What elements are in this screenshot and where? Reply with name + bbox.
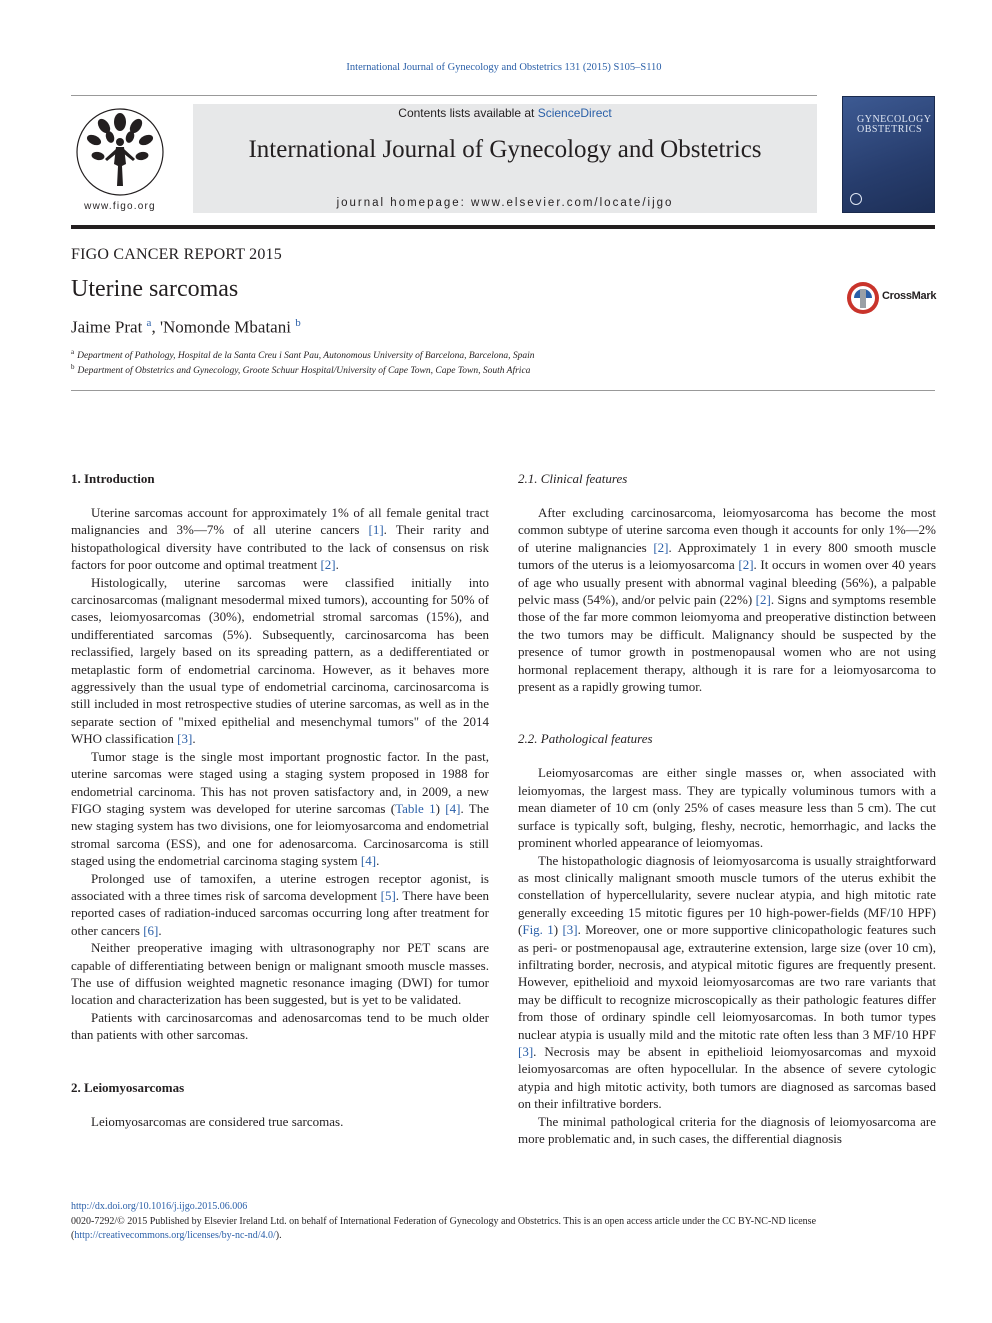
text: . Necrosis may be absent in epithelioid leiomyosarcomas and myxoid leiomyosarcomas are often hypocellular. In the absence of severe cytologic atypia and high mitotic activity, both tumors are diagnosed as sarcomas based on their infiltrative borders. bbox=[518, 1043, 936, 1112]
crossmark-button[interactable] bbox=[846, 280, 936, 316]
crossmark-icon bbox=[846, 280, 880, 316]
contents-prefix: Contents lists available at bbox=[398, 106, 538, 120]
contents-line bbox=[193, 106, 817, 120]
homepage-prefix: journal homepage: bbox=[336, 197, 472, 209]
affil-link-b[interactable]: b bbox=[295, 317, 301, 329]
affil-a-mark: a bbox=[71, 348, 75, 356]
section-label: FIGO CANCER REPORT 2015 bbox=[71, 246, 282, 263]
text: ) bbox=[553, 922, 563, 938]
header-rule bbox=[71, 95, 817, 96]
pathological-heading: 2.2. Pathological features bbox=[518, 731, 653, 747]
license-close: ). bbox=[275, 1230, 282, 1241]
left-column bbox=[71, 470, 489, 1130]
title-rule bbox=[71, 225, 935, 229]
intro-paragraph-2 bbox=[71, 574, 489, 748]
text: Uterine sarcomas account for approximately 1% of all female genital tract malignancies and 3%—7% of all uterine cancers bbox=[71, 505, 489, 538]
text: After excluding carcinosarcoma, leiomyosarcoma has become the most common subtype of uterine sarcoma even though it accounts for only 1%—2% of uterine malignancies bbox=[518, 505, 936, 555]
homepage-url[interactable]: www.elsevier.com/locate/ijgo bbox=[471, 197, 674, 209]
ref-link[interactable]: [1] bbox=[368, 522, 384, 538]
pathological-paragraph-1: Leiomyosarcomas are either single masses or, when associated with leiomyomas, the largest mass. They are typically voluminous tumors with a mean diameter of 10 cm (only 25% of cases measure less than 5 cm). The cut surface is typically soft, bulging, fleshy, necrotic, hemorrhagic, and lacks the prominent whorled appearance of leiomyomas. bbox=[518, 765, 936, 851]
affiliation-rule bbox=[71, 390, 935, 391]
intro-paragraph-3 bbox=[71, 748, 489, 870]
affiliation-b bbox=[71, 363, 530, 376]
intro-heading: 1. Introduction bbox=[71, 471, 155, 486]
affil-a-text: Department of Pathology, Hospital de la Santa Creu i Sant Pau, Autonomous University of Barcelona, Barcelona, Spain bbox=[77, 351, 535, 362]
cover-title: GYNECOLOGY OBSTETRICS bbox=[857, 114, 932, 135]
author-list bbox=[71, 317, 301, 338]
text: . bbox=[335, 557, 339, 573]
author-prat[interactable]: Jaime Prat bbox=[71, 317, 147, 337]
clinical-heading: 2.1. Clinical features bbox=[518, 471, 628, 486]
figo-logo bbox=[70, 104, 170, 216]
journal-name: International Journal of Gynecology and Obstetrics bbox=[248, 136, 762, 163]
author-mbatani[interactable]: 'Nomonde Mbatani bbox=[159, 317, 296, 337]
ref-link[interactable]: [2] bbox=[320, 557, 336, 573]
ref-link[interactable]: [5] bbox=[380, 887, 396, 903]
text: . Signs and symptoms resemble those of the far more common leiomyoma and preoperative distinction between the two tumors may be difficult. Malignancy should be suspected by the presence of tumor growth in postmenopausal women who are not using hormonal replacement therapy, although it is rare for a leiomyosarcoma to present as a rapidly growing tumor. bbox=[518, 592, 936, 695]
ref-link[interactable]: [4] bbox=[445, 800, 461, 816]
leio-paragraph-1: Leiomyosarcomas are considered true sarcomas. bbox=[91, 1113, 344, 1129]
doi-link[interactable]: http://dx.doi.org/10.1016/j.ijgo.2015.06.006 bbox=[71, 1201, 248, 1212]
ref-link[interactable]: [2] bbox=[755, 592, 771, 608]
journal-header-band bbox=[193, 104, 817, 213]
text: . It occurs in women over 40 years of age who usually present with abnormal vaginal bleeding (56%), a palpable pelvic mass (54%), and/or pelvic pain (22%) bbox=[518, 557, 936, 608]
intro-paragraph-1 bbox=[71, 504, 489, 574]
ref-link[interactable]: [4] bbox=[360, 853, 377, 869]
pathological-paragraph-3: The minimal pathological criteria for the diagnosis of leiomyosarcoma are more problematic and, in such cases, the differential diagnosis bbox=[518, 1113, 936, 1146]
affil-b-text: Department of Obstetrics and Gynecology, Groote Schuur Hospital/University of Cape Town, Cape Town, South Africa bbox=[77, 366, 531, 377]
license-link[interactable]: http://creativecommons.org/licenses/by-nc-nd/4.0/ bbox=[74, 1230, 276, 1241]
text: . Approximately 1 in every 800 smooth muscle tumors of the uterus is a leiomyosarcoma bbox=[518, 539, 936, 573]
copyright-line: 0020-7292/© 2015 Published by Elsevier Ireland Ltd. on behalf of International Federation of Gynecology and Obstetrics. This is an open access article under the CC BY-NC-ND license bbox=[71, 1215, 817, 1227]
text: . The new staging system has two divisions, one for leiomyosarcoma and endometrial stromal sarcoma (ESS), and one for adenosarcoma. Carcinosarcoma is still staged using the endometrial carcinoma staging system bbox=[71, 800, 490, 869]
text: Tumor stage is the single most important prognostic factor. In the past, uterine sarcomas were staged using a staging system proposed in 1988 for endometrial carcinoma. This has not proven satisfactory and, in 2009, a new FIGO staging system was developed for uterine sarcomas ( bbox=[71, 748, 489, 816]
figure-link[interactable]: Fig. 1 bbox=[522, 922, 554, 938]
affiliation-a bbox=[71, 348, 534, 361]
homepage-line bbox=[193, 197, 817, 209]
footer bbox=[71, 1200, 935, 1244]
ref-link[interactable]: [3] bbox=[562, 922, 578, 938]
clinical-paragraph bbox=[518, 504, 936, 695]
affil-b-mark: b bbox=[71, 363, 75, 371]
license-open: ( bbox=[71, 1230, 75, 1241]
sciencedirect-link[interactable]: ScienceDirect bbox=[537, 106, 612, 120]
journal-cover-image[interactable] bbox=[842, 96, 935, 213]
intro-paragraph-5: Neither preoperative imaging with ultrasonography nor PET scans are capable of differentiating between benign or malignant smooth muscle masses. The use of diffusion weighted magnetic resonance imaging (DWI) for tumor location and characterization has been suggested, but is yet to be validated. bbox=[71, 940, 489, 1008]
author-separator: , bbox=[151, 317, 160, 337]
affil-link-a[interactable]: a bbox=[146, 317, 152, 329]
leio-heading: 2. Leiomyosarcomas bbox=[71, 1079, 185, 1095]
text: . There have been reported cases of radiation-induced sarcomas occurring long after treatment for other cancers bbox=[71, 887, 489, 938]
text: ) bbox=[435, 800, 446, 816]
text: . bbox=[158, 922, 162, 938]
table-link[interactable]: Table 1 bbox=[395, 800, 436, 816]
text: . Moreover, one or more supportive clinicopathologic features such as peri- or postmenopausal age, extrauterine extension, large size (over 10 cm), infiltrating border, necrosis, and atypical mitotic figures are frequently present. However, epithelioid and myxoid leiomyosarcomas are two rare variants that may be difficult to recognize microscopically as their pathologic features differ from those of ordinary spindle cell leiomyosarcomas. In both tumor types nuclear atypia is usually mild and the mitotic rate often less than 3 MF/10 HPF bbox=[518, 922, 936, 1042]
article-title: Uterine sarcomas bbox=[71, 276, 239, 302]
ref-link[interactable]: [2] bbox=[738, 557, 754, 573]
intro-paragraph-4 bbox=[71, 870, 489, 940]
ref-link[interactable]: [3] bbox=[518, 1043, 534, 1059]
ref-link[interactable]: [6] bbox=[143, 922, 159, 938]
section-gap bbox=[71, 1044, 489, 1079]
ref-link[interactable]: [3] bbox=[177, 731, 193, 747]
text: . bbox=[192, 731, 196, 747]
right-column bbox=[518, 470, 936, 1147]
ref-link[interactable]: [2] bbox=[653, 539, 669, 555]
text: . Their rarity and histopathological diversity have contributed to the lack of consensus on risk factors for poor outcome and optimal treatment bbox=[71, 522, 489, 573]
pathological-paragraph-2 bbox=[518, 852, 936, 1113]
text: . bbox=[376, 853, 380, 869]
cover-seal-icon bbox=[850, 193, 862, 205]
figo-url[interactable]: www.figo.org bbox=[84, 201, 156, 212]
section-gap bbox=[518, 695, 936, 730]
intro-paragraph-6: Patients with carcinosarcomas and adenosarcomas tend to be much older than patients with other sarcomas. bbox=[71, 1009, 489, 1043]
crossmark-label: CrossMark bbox=[882, 290, 937, 302]
journal-citation[interactable]: International Journal of Gynecology and Obstetrics 131 (2015) S105–S110 bbox=[346, 62, 662, 73]
text: The histopathologic diagnosis of leiomyosarcoma is usually straightforward as most clinically malignant smooth muscle tumors of the uterus exhibit the constellation of hypercellularity, severe nuclear atypia, and high mitotic rate generally exceeding 15 mitotic figures per 10 high-power-fields (MF/10 HPF) ( bbox=[518, 852, 936, 938]
text: Prolonged use of tamoxifen, a uterine estrogen receptor agonist, is associated with a three times risk of sarcoma development bbox=[71, 870, 489, 903]
text: Histologically, uterine sarcomas were classified initially into carcinosarcomas (malignant mesodermal mixed tumors), accounting for 50% of cases, leiomyosarcomas (30%), endometrial stromal sarcomas (15%), and undifferentiated sarcomas (5%). Subsequently, carcinosarcoma has been reclassified, largely based on its spreading pattern, as a dedifferentiated or metaplastic form of endometrial carcinoma. However, as it behaves more aggressively than the usual type of endometrial carcinoma, carcinosarcoma is still included in most retrospective studies of uterine sarcomas, as well as in the separate section of "mixed epithelial and mesenchymal tumors" of the 2014 WHO classification bbox=[71, 574, 489, 747]
